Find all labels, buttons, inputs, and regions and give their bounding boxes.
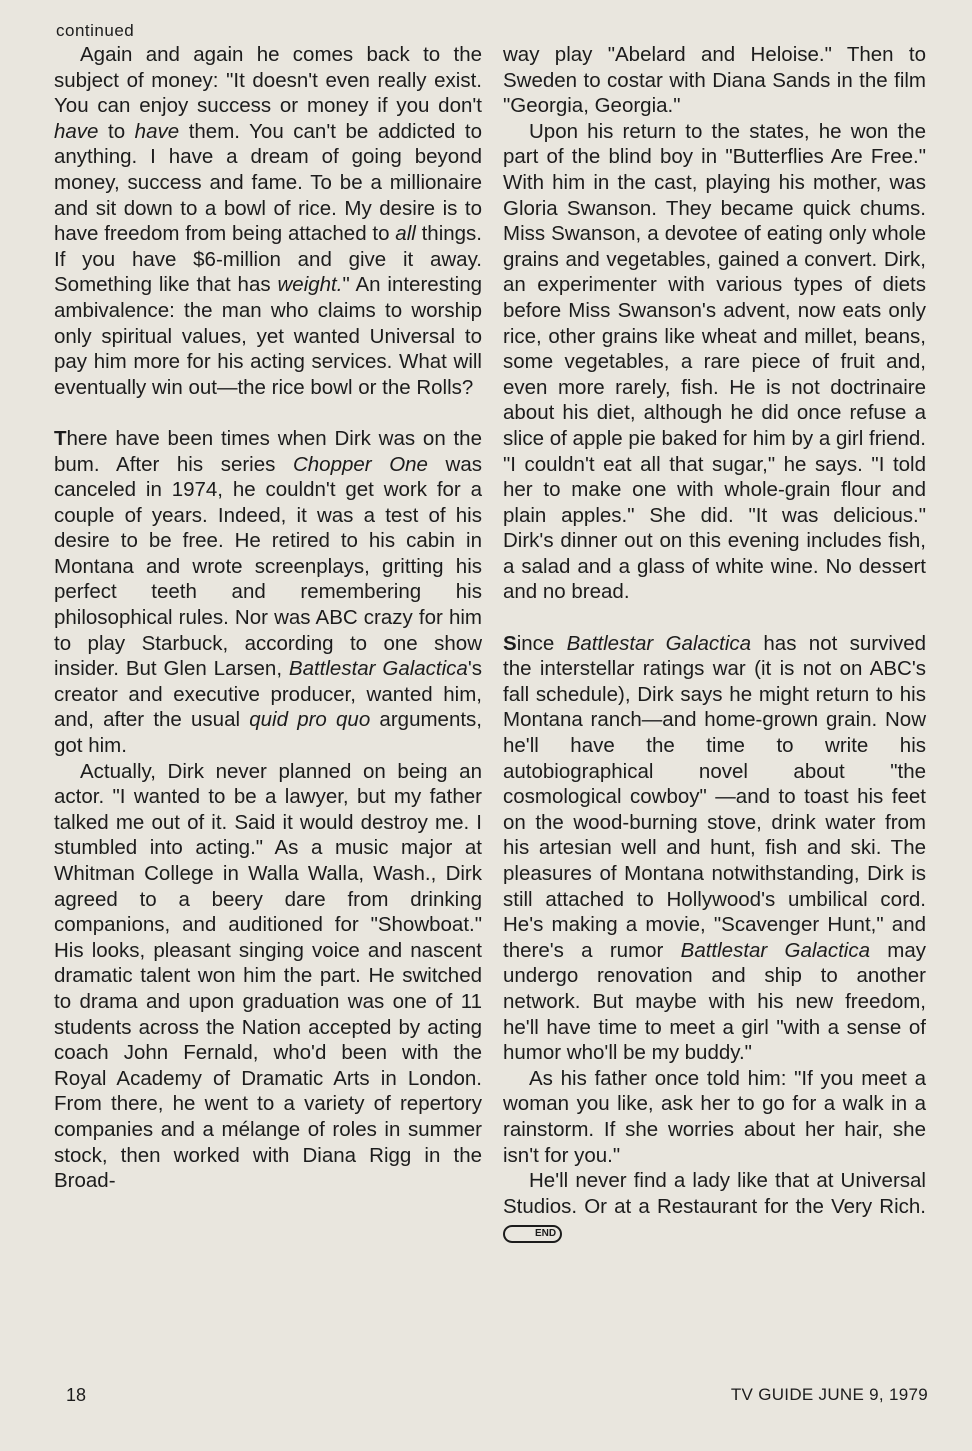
- text-run: here have been times when Dirk was on the bum. After his series: [54, 426, 482, 476]
- emphasis: have: [54, 119, 99, 143]
- text-run: ince: [516, 631, 567, 655]
- text-run: 's creator and executive producer, wanted him, and, after the usual: [54, 657, 482, 732]
- paragraph-acting-career: Actually, Dirk never planned on being an actor. "I wanted to be a lawyer, but my father talked me out of it. Said it would destroy me. I stumbled into acting." As a music major at Whitman College in Walla Walla, Wash., Dirk agreed to a beery dare from drinking companions, and auditioned for "Showboat." His looks, pleasant singing voice and nascent dramatic talent won him the part. He switched to drama and upon graduation was one of 11 students across the Nation accepted by acting coach John Fernald, who'd been with the Royal Academy of Dramatic Arts in London. From there, he went to a variety of repertory companies and a mélange of roles in summer stock, then worked with Diana Rigg in the Broad-: [54, 759, 482, 1193]
- text-run: them. You can't be addicted to anything. I have a dream of going beyond money, success and fame. To be a millionaire and sit down to a bowl of rice. My desire is to have freedom from being attached to: [54, 119, 482, 246]
- paragraph-on-the-bum: [54, 426, 482, 759]
- emphasis: all: [395, 222, 416, 246]
- text-run: has not survived the interstellar ratings war (it is not on ABC's fall schedule), Dirk says he might return to his Montana ranch—and home-grown grain. Now he'll have the time to write his autobiographical novel about "the cosmological cowboy" —and to toast his feet on the wood-burning stove, drink water from his artesian well and hunt, fish and ski. The pleasures of Montana notwithstanding, Dirk is still attached to Hollywood's umbilical cord. He's making a movie, "Scavenger Hunt," and there's a rumor: [503, 631, 926, 962]
- text-run: Again and again he comes back to the subject of money: "It doesn't even really exist. You can enjoy success or money if you don't: [54, 43, 482, 118]
- emphasis: Chopper One: [292, 452, 428, 476]
- text-run: was canceled in 1974, he couldn't get work for a couple of years. Indeed, it was a test of his desire to be free. He retired to his cabin in Montana and wrote screenplays, gritting his perfect teeth and remembering his philosophical rules. Nor was ABC crazy for him to play Starbuck, according to one show insider. But Glen Larsen,: [54, 452, 482, 681]
- paragraph-montana: [503, 631, 926, 1066]
- right-column: [503, 42, 926, 1245]
- paragraph-closing: [503, 1168, 926, 1245]
- text-run: He'll never find a lady like that at Universal Studios. Or at a Restaurant for the Very Rich.: [503, 1169, 926, 1218]
- page-number: 18: [66, 1385, 87, 1405]
- left-column: [54, 42, 482, 1194]
- end-mark-icon: END: [503, 1225, 562, 1243]
- paragraph-money: [54, 42, 482, 400]
- paragraph-diet: Upon his return to the states, he won the part of the blind boy in "Butterflies Are Free." With him in the cast, playing his mother, was Gloria Swanson. They became quick chums. Miss Swanson, a devotee of eating only whole grains and vegetables, gained a convert. Dirk, an experimenter with various types of diets before Miss Swanson's advent, now eats only rice, other grains like wheat and millet, beans, some vegetables, a rare piece of fruit and, even more rarely, fish. He is not doctrinaire about his diet, although he did once refuse a slice of apple pie baked for him by a girl friend. "I couldn't eat all that sugar," he says. "I told her to make one with whole-grain flour and plain apples." She did. "It was delicious." Dirk's dinner out on this evening includes fish, a salad and a glass of white wine. No dessert and no bread.: [503, 119, 926, 604]
- emphasis: have: [134, 119, 180, 143]
- emphasis: Battlestar Galactica: [566, 631, 752, 655]
- continued-label: continued: [56, 21, 135, 40]
- text-run: to: [98, 119, 135, 143]
- emphasis: weight.: [277, 273, 343, 297]
- text-run: may undergo renovation and ship to another network. But maybe with his new freedom, he'll have time to meet a girl "with a sense of humor who'll be my buddy.": [503, 938, 926, 1065]
- lead-letter: S: [503, 631, 517, 655]
- publication-footer: TV GUIDE JUNE 9, 1979: [730, 1385, 928, 1404]
- text-run: things. If you have $6-million and give it away. Something like that has: [54, 222, 482, 297]
- text-run: " An interesting ambivalence: the man who claims to worship only spiritual values, yet wanted Universal to pay him more for his acting services. What will eventually win out—the rice bowl or the Rolls?: [54, 273, 482, 399]
- text-run: arguments, got him.: [54, 708, 482, 758]
- emphasis: Battlestar Galactica: [288, 657, 468, 681]
- emphasis: Battlestar Galactica: [680, 938, 870, 962]
- emphasis: quid pro quo: [249, 708, 371, 732]
- paragraph-father-advice: As his father once told him: "If you meet a woman you like, ask her to go for a walk in a rainstorm. If she worries about her hair, she isn't for you.": [503, 1066, 926, 1167]
- paragraph-broadway: way play "Abelard and Heloise." Then to Sweden to costar with Diana Sands in the film "Georgia, Georgia.": [503, 43, 926, 118]
- lead-letter: T: [54, 426, 67, 450]
